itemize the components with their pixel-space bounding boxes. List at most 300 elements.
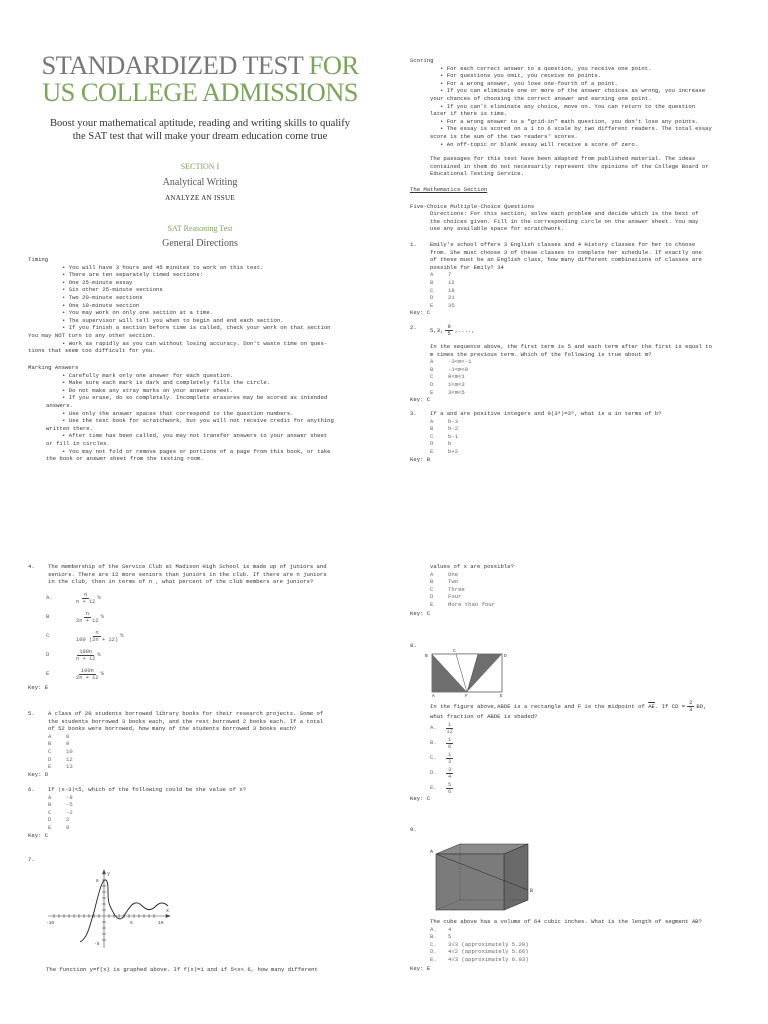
marking-line: • Use the test book for scratchwork, but you will not receive credit for anything — [62, 417, 334, 425]
option-letter: C. — [430, 754, 437, 762]
marking-line: • Make sure each mark is dark and completely fills the circle. — [62, 379, 271, 387]
question-4 — [28, 563, 368, 691]
option-letter: D — [48, 755, 52, 763]
answer-key: Key: C — [410, 795, 431, 802]
option-letter: B — [430, 425, 434, 433]
option-text: 1<m<3 — [448, 380, 465, 388]
percent-sign: % — [97, 651, 101, 659]
option-letter: A — [430, 570, 434, 578]
cube-front-face — [436, 854, 504, 910]
option-text: One — [448, 570, 459, 578]
option-letter: A — [48, 793, 52, 801]
question-text: of these must be an English class, how many different combinations of classes are — [430, 256, 702, 264]
reasoning-title: General Directions — [162, 238, 238, 249]
option-letter: B — [430, 365, 434, 373]
answer-option[interactable] — [46, 665, 368, 684]
question-number: 1. — [410, 241, 417, 248]
fraction-denominator: 4 — [448, 773, 452, 780]
answer-key: Key: E — [28, 683, 49, 691]
option-text: 3<m<5 — [448, 388, 465, 396]
function-curve — [80, 880, 168, 942]
answer-option[interactable] — [430, 366, 712, 374]
scoring-line: • For questions you omit, you receive no points. — [440, 72, 602, 80]
option-letter: A. — [430, 925, 437, 933]
option-letter: C. — [430, 940, 437, 948]
timing-bullet: • One 10-minute section — [62, 301, 140, 309]
option-letter: D — [430, 440, 434, 448]
marking-line: • Do not make any stray marks on your answer sheet. — [62, 386, 234, 394]
question-text: from. She must choose 3 of these classes to complete her schedule. If exactly one — [430, 248, 702, 256]
fraction-numerator: n — [95, 629, 99, 636]
question-number: 9. — [410, 826, 417, 833]
answer-option[interactable] — [430, 736, 750, 751]
label-d: D — [504, 654, 507, 659]
answer-option[interactable] — [430, 294, 702, 302]
scoring-line: • The essay is scored on a 1 to 6 scale by two different readers. The total essay — [440, 125, 712, 133]
label-c: C — [453, 649, 456, 654]
question-text: seniors. There are 12 more seniors than juniors in the club. If there are n juniors — [48, 570, 327, 578]
question-number: 8. — [410, 642, 417, 649]
marking-line: • Carefully mark only one answer for each question. — [62, 371, 234, 379]
option-letter: A — [430, 358, 434, 366]
timing-bullet: • The supervisor will tell you when to begin and end each section. — [62, 316, 284, 324]
fraction — [76, 630, 118, 643]
option-text: 18 — [448, 286, 455, 294]
fraction-numerator: 1 — [448, 751, 452, 758]
option-letter: C — [430, 585, 434, 593]
answer-option[interactable] — [430, 425, 662, 433]
option-text: 13 — [66, 763, 73, 771]
option-text: -2 — [66, 808, 73, 816]
sequence — [430, 324, 712, 337]
option-letter: A. — [430, 724, 437, 732]
option-letter: D. — [430, 948, 437, 956]
timing-bullet: • Six other 25-minute sections — [62, 286, 163, 294]
math-section — [410, 186, 748, 233]
cube-side-face — [504, 844, 528, 910]
fraction — [446, 767, 453, 780]
fraction — [446, 737, 453, 750]
question-text: The membership of the Service Club at Madison High School is made up of juniors and — [48, 563, 327, 570]
fraction-denominator: 6 — [448, 743, 452, 750]
answer-option[interactable] — [430, 418, 662, 426]
answer-option[interactable] — [48, 748, 323, 756]
answer-key: Key: B — [410, 455, 431, 463]
option-text: -1<m<0 — [448, 365, 469, 373]
timing-bullet: • There are ten separately timed sections: — [62, 271, 203, 279]
title-line1-green: FOR — [308, 50, 359, 80]
answer-option[interactable] — [430, 593, 750, 601]
answer-option[interactable] — [48, 824, 246, 832]
answer-option[interactable] — [430, 287, 702, 295]
answer-option[interactable] — [430, 279, 702, 287]
answer-option[interactable] — [430, 721, 750, 736]
fraction-denominator: 3 — [448, 758, 452, 765]
label-a: A — [430, 849, 434, 855]
reasoning-label: SAT Reasoning Test — [167, 224, 233, 233]
question-text — [430, 700, 750, 713]
timing-heading: Timing — [28, 256, 49, 263]
option-letter: D — [46, 651, 50, 659]
answer-option[interactable] — [430, 302, 702, 310]
option-letter: D. — [430, 769, 437, 777]
option-letter: D — [430, 593, 434, 601]
label-e: E — [500, 694, 503, 698]
percent-sign: % — [97, 594, 101, 602]
fraction — [446, 782, 453, 795]
answer-option[interactable] — [46, 589, 368, 608]
option-text: 2 — [66, 816, 70, 824]
scoring-section — [410, 57, 748, 178]
fraction-numerator: 100n — [80, 667, 94, 674]
question-text-part: In the figure above,ABDE is a rectangle and F is the midpoint of — [430, 702, 649, 710]
option-text: 4 — [448, 925, 452, 933]
fraction — [687, 700, 694, 713]
segment-ae: $\overline{AE}$ — [648, 702, 655, 710]
fraction-numerator: 3 — [448, 766, 452, 773]
scoring-note: contained in them do not necessarily represent the opinions of the College Board or — [430, 162, 709, 170]
question-7-text: The function y=f(x) is graphed above. If f(x)=1 and if 5<x< 6, how many different — [46, 966, 318, 973]
fraction — [76, 592, 95, 605]
option-letter: E — [46, 670, 50, 678]
answer-option[interactable] — [430, 601, 750, 609]
y-bottom-tick-label: -8 — [94, 942, 100, 947]
answer-option[interactable] — [48, 794, 246, 802]
fraction — [446, 722, 453, 735]
answer-option[interactable] — [430, 358, 712, 366]
option-text: b-3 — [448, 417, 459, 425]
fraction-numerator: 1 — [448, 721, 452, 728]
option-letter: A — [430, 417, 434, 425]
timing-bullet: • Two 20-minute sections — [62, 293, 143, 301]
rectangle-figure — [424, 648, 514, 698]
tagline-line2: the SAT test that will make your dream education come true — [72, 131, 328, 142]
option-letter: E — [48, 823, 52, 831]
answer-option[interactable] — [430, 751, 750, 766]
option-letter: B — [48, 801, 52, 809]
option-letter: D — [430, 294, 434, 302]
marking-line: answers. — [46, 401, 73, 409]
x-neg-tick-label: -10 — [46, 921, 55, 926]
question-2 — [410, 324, 748, 404]
sequence-tail: ,...., — [454, 326, 475, 334]
answer-key: Key: C — [28, 831, 49, 839]
answer-option[interactable] — [430, 440, 662, 448]
question-number: 7. — [28, 856, 35, 863]
x-axis-label: x — [166, 908, 170, 914]
question-text: m times the previous term. Which of the following is true about m? — [430, 350, 652, 358]
math-subheading: Five-Choice Multiple-Choice Questions — [410, 202, 535, 210]
x-5-tick-label: 5 — [130, 921, 133, 926]
option-text: 12 — [448, 278, 455, 286]
answer-option[interactable] — [48, 816, 246, 824]
timing-bullet: • One 25-minute essay — [62, 278, 133, 286]
question-number: 6. — [28, 786, 35, 793]
marking-line: written there. — [46, 424, 93, 432]
scoring-line: • If you can eliminate one or more of the answer choices as wrong, you increase — [440, 87, 706, 95]
option-text: b-2 — [448, 425, 459, 433]
question-number: 4. — [28, 563, 35, 570]
option-text: 7 — [448, 271, 452, 279]
scoring-note: The passages for this test have been adapted from published material. The ideas — [430, 155, 696, 163]
question-text: values of x are possible? — [430, 563, 514, 570]
question-text-part: . If CD = — [654, 702, 686, 710]
scoring-note: Educational Testing Service. — [430, 170, 524, 178]
question-text: The cube above has a volume of 64 cubic inches. What is the length of segment AB? — [430, 918, 702, 925]
timing-bullet: • Work as rapidly as you can without losing accuracy. Don't waste time on ques- — [62, 339, 328, 347]
option-text: 9 — [66, 740, 70, 748]
option-letter: E — [430, 600, 434, 608]
option-text: Two — [448, 578, 459, 586]
fraction-numerator: 5 — [448, 781, 452, 788]
answer-key: Key: E — [410, 965, 431, 972]
title-line1-gray: STANDARDIZED TEST — [41, 50, 309, 80]
question-text: In the sequence above, the first term is 5 and each term after the first is equal to — [430, 343, 712, 350]
answer-option[interactable] — [430, 766, 750, 781]
scoring-line: • For a wrong answer, you lose one-fourth of a point. — [440, 79, 618, 87]
question-text: Emily's school offers 3 English classes and 4 History classes for her to choose — [430, 241, 696, 248]
option-text: More than four — [448, 600, 495, 608]
option-text: 35 — [448, 301, 455, 309]
fraction-denominator: 3 — [689, 707, 693, 713]
answer-option[interactable] — [430, 926, 750, 934]
option-text: 0<m<1 — [448, 373, 465, 381]
option-letter: C — [48, 747, 52, 755]
answer-option[interactable] — [48, 740, 323, 748]
option-text: 10 — [66, 747, 73, 755]
option-letter: A. — [46, 594, 53, 602]
x-pos-tick-label: 10 — [158, 921, 164, 926]
answer-option[interactable] — [46, 608, 368, 627]
option-letter: C — [430, 286, 434, 294]
percent-sign: % — [100, 670, 105, 678]
option-text: -5 — [66, 801, 73, 809]
tagline-line1: Boost your mathematical aptitude, reading and writing skills to qualify — [49, 118, 351, 129]
timing-bullet: • You will have 3 hours and 45 minutes to work on this test. — [62, 263, 264, 271]
marking-line: or fill in circles. — [46, 439, 110, 447]
option-letter: E. — [430, 784, 437, 792]
option-text: 5 — [448, 933, 452, 941]
answer-key: Key: C — [410, 396, 431, 404]
y-axis-arrow-icon — [103, 870, 106, 874]
section-title: Analytical Writing — [162, 177, 238, 188]
question-text: of 52 books were borrowed, how many of the students borrowed 3 books each? — [48, 725, 297, 733]
answer-key: Key: C — [410, 610, 431, 617]
document-title — [30, 52, 370, 106]
option-letter: E — [48, 763, 52, 771]
percent-sign: % — [100, 613, 105, 621]
answer-option[interactable] — [48, 801, 246, 809]
question-text-part: BD, — [696, 702, 707, 710]
answer-option[interactable] — [430, 389, 712, 397]
question-text: If a and are positive integers and 9(3ᵃ)=3ᵇ, what is a in terms of b? — [430, 410, 662, 417]
marking-section — [28, 364, 363, 463]
option-letter: C — [46, 632, 50, 640]
answer-option[interactable] — [430, 373, 712, 381]
x-axis-arrow-icon — [166, 915, 170, 918]
option-text: 21 — [448, 294, 455, 302]
section-label: SECTION I — [180, 162, 220, 171]
math-directions: Directions: For this section, solve each problem and decide which is the best of — [430, 210, 699, 218]
question-8-body — [430, 700, 750, 796]
tagline — [30, 117, 370, 143]
option-letter: E — [430, 447, 434, 455]
option-text: 4√3 (approximately 6.93) — [448, 955, 529, 963]
option-letter: E. — [430, 955, 437, 963]
y-top-tick-label: 8 — [96, 879, 99, 884]
scoring-line: your chances of choosing the correct answer and earning one point. — [430, 94, 652, 102]
option-letter: E — [430, 301, 434, 309]
section-subtitle: ANALYZE AN ISSUE — [165, 194, 235, 202]
answer-option[interactable] — [430, 948, 750, 956]
option-letter: A — [48, 732, 52, 740]
label-f: F — [465, 694, 468, 698]
question-text: what fraction of ABDE is shaded? — [430, 713, 538, 720]
fraction-numerator: 1 — [448, 736, 452, 743]
option-text: -8 — [66, 793, 73, 801]
fraction-denominator: 12 — [446, 728, 453, 735]
question-5 — [28, 710, 368, 778]
y-axis-label: y — [107, 871, 111, 877]
question-number: 2. — [410, 324, 417, 331]
answer-option[interactable] — [48, 756, 323, 764]
option-text: Three — [448, 585, 465, 593]
answer-option[interactable] — [48, 733, 323, 741]
option-text: 4√2 (approximately 5.66) — [448, 948, 529, 956]
option-letter: D — [48, 816, 52, 824]
fraction-denominator: 100 (2n + 12) — [76, 636, 119, 643]
label-b: B — [530, 888, 534, 894]
fraction — [76, 611, 99, 624]
answer-option[interactable] — [430, 571, 750, 579]
question-number: 3. — [410, 410, 417, 417]
scoring-line: • For a wrong answer to a "grid-in" math question, you don't lose any points. — [440, 117, 699, 125]
fraction — [76, 649, 95, 662]
option-text: b — [448, 440, 452, 448]
option-letter: B — [430, 578, 434, 586]
option-letter: B — [48, 740, 52, 748]
marking-line: • After time has been called, you may not transfer answers to your answer sheet — [62, 432, 328, 440]
fraction-numerator: 2 — [689, 700, 693, 706]
answer-option[interactable] — [430, 433, 662, 441]
label-a: A — [432, 694, 435, 698]
option-text: -3<m<-1 — [448, 358, 472, 366]
question-7-continued — [430, 563, 750, 609]
timing-continuation: tions that seem too difficult for you. — [28, 347, 156, 355]
answer-option[interactable] — [430, 448, 662, 456]
fraction-denominator: n + 12 — [76, 655, 96, 662]
math-directions: the choices given. Fill in the corresponding circle on the answer sheet. You may — [430, 217, 699, 225]
option-letter: B — [430, 278, 434, 286]
function-graph — [44, 866, 174, 952]
timing-continuation: You may NOT turn to any other section. — [28, 331, 156, 339]
option-text: Four — [448, 593, 462, 601]
math-heading: The Mathematics Section — [410, 186, 488, 193]
answer-option[interactable] — [430, 271, 702, 279]
fraction — [446, 752, 453, 765]
option-letter: B. — [430, 933, 437, 941]
marking-line: • If you erase, do so completely. Incomplete erasures may be scored as intended — [62, 394, 328, 402]
answer-option[interactable] — [430, 956, 750, 964]
question-text: possible for Emily? 34 — [430, 263, 504, 271]
marking-line: • Use only the answer spaces that correspond to the question numbers. — [62, 409, 294, 417]
option-letter: C — [48, 808, 52, 816]
marking-line: • You may not fold or remove pages or portions of a page from this book, or take — [62, 447, 331, 455]
answer-option[interactable] — [430, 933, 750, 941]
answer-option[interactable] — [430, 586, 750, 594]
percent-sign: % — [120, 632, 124, 640]
question-1 — [410, 241, 748, 317]
fraction-numerator: n — [85, 610, 89, 617]
answer-option[interactable] — [48, 809, 246, 817]
fraction-numerator: n — [84, 591, 88, 598]
fraction-numerator: 100n — [79, 648, 93, 655]
marking-heading: Marking Answers — [28, 364, 79, 371]
answer-option[interactable] — [430, 578, 750, 586]
question-9-body — [430, 918, 750, 964]
option-letter: B — [46, 613, 50, 621]
timing-bullet: • If you finish a section before time is called, check your work on that section — [62, 324, 331, 332]
question-text: A class of 20 students borrowed library books for their research projects. Some of — [48, 710, 324, 717]
question-number: 5. — [28, 710, 35, 717]
sequence-text: 5,3, — [430, 326, 444, 334]
fraction-denominator: 2n + 12 — [76, 617, 99, 624]
fraction-denominator: 2n + 12 — [76, 674, 99, 681]
option-text: 12 — [66, 755, 73, 763]
answer-key: Key: C — [410, 309, 431, 317]
fraction — [76, 668, 99, 681]
scoring-line: score is the sum of the two readers' scores. — [430, 132, 578, 140]
fraction-denominator: n + 12 — [76, 598, 96, 605]
option-text: b-1 — [448, 432, 459, 440]
option-letter: C — [430, 373, 434, 381]
question-3 — [410, 410, 748, 463]
title-line2: US COLLEGE ADMISSIONS — [42, 77, 358, 107]
scoring-line: • For each correct answer to a question, you receive one point. — [440, 64, 652, 72]
marking-line: the book or answer sheet from the testing room. — [46, 455, 204, 463]
timing-bullet: • You may work on only one section at a time. — [62, 309, 214, 317]
answer-option[interactable] — [430, 941, 750, 949]
answer-option[interactable] — [46, 627, 368, 646]
question-text: If |x-3|<5, which of the following could be the value of x? — [48, 786, 247, 793]
option-letter: C — [430, 432, 434, 440]
answer-option[interactable] — [430, 381, 712, 389]
option-letter: A — [430, 271, 434, 279]
scoring-heading: Scoring — [410, 57, 434, 64]
answer-option[interactable] — [46, 646, 368, 665]
scoring-line: • An off-topic or blank essay will receive a score of zero. — [440, 140, 639, 148]
fraction-denominator: 6 — [448, 788, 452, 795]
option-letter: E — [430, 388, 434, 396]
option-letter: B. — [430, 739, 437, 747]
option-text: b+2 — [448, 447, 459, 455]
answer-option[interactable] — [430, 781, 750, 796]
label-b: B — [425, 654, 428, 659]
fraction-denominator: 5 — [447, 331, 451, 337]
question-text: in the club, then in terms of n , what percent of the club members are juniors? — [48, 578, 314, 586]
math-directions: use any available space for scratchwork. — [430, 225, 565, 233]
answer-key: Key: D — [28, 770, 49, 778]
scoring-line: • If you can't eliminate any choice, move on. You can return to the question — [440, 102, 696, 110]
scoring-line: later if there is time. — [430, 110, 508, 118]
answer-option[interactable] — [48, 763, 323, 771]
option-text: 3√3 (approximately 5.20) — [448, 940, 529, 948]
fraction — [445, 324, 452, 337]
fraction-numerator: 9 — [447, 324, 451, 330]
option-text: 8 — [66, 823, 70, 831]
question-text: the students borrowed 3 books each, and the rest borrowed 2 books each. If a total — [48, 717, 324, 725]
timing-section — [28, 256, 363, 355]
